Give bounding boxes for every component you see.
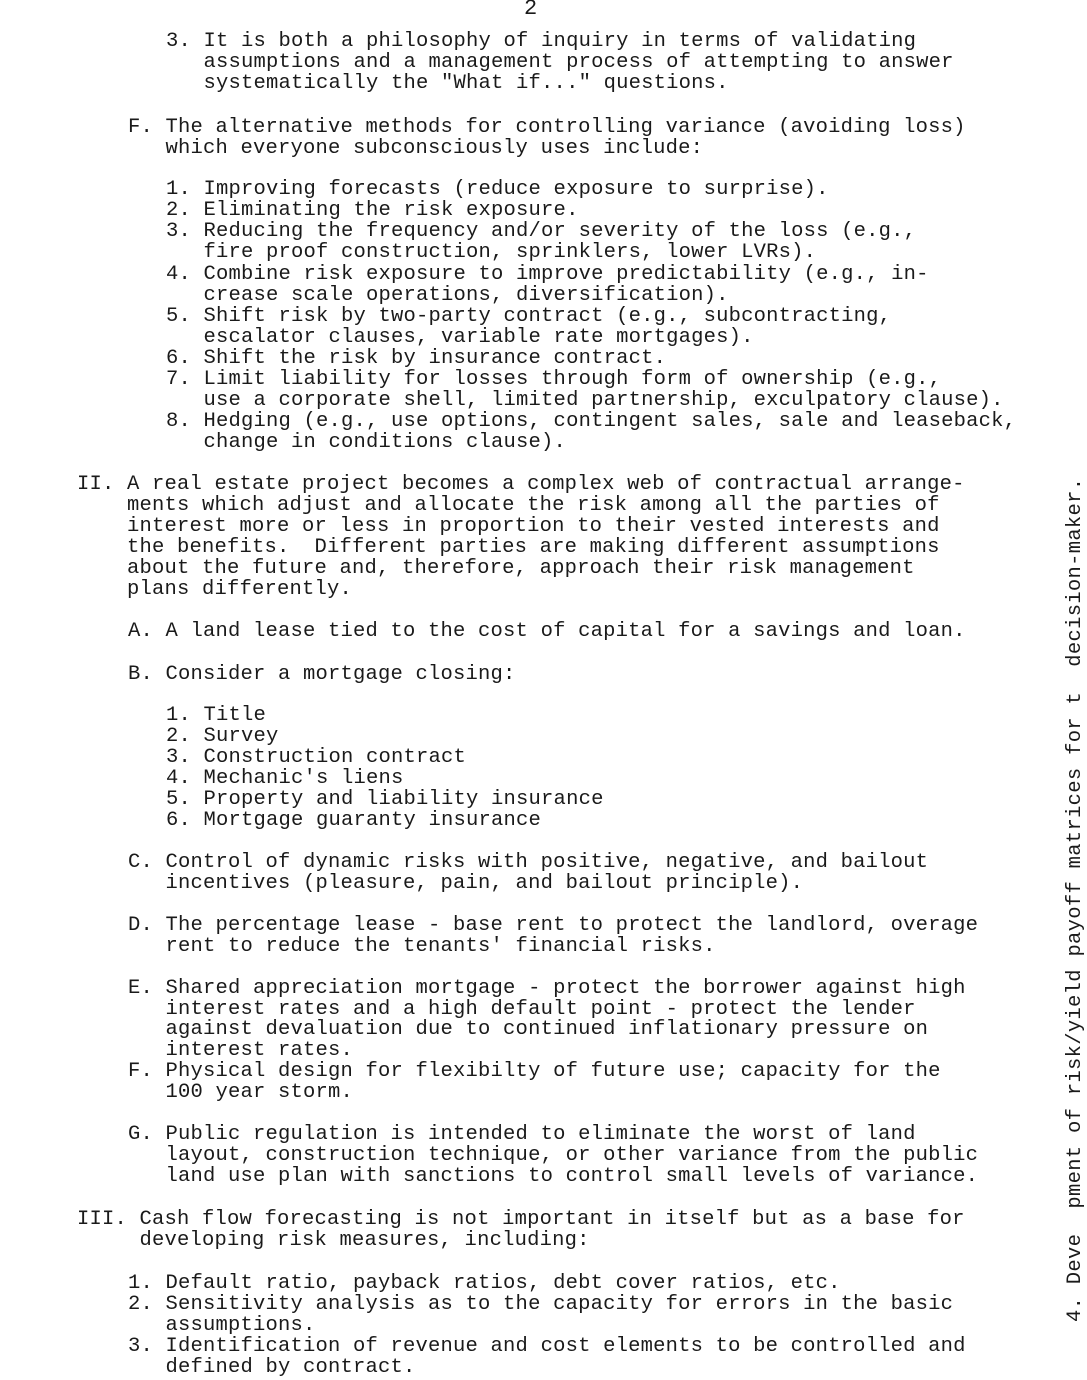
list-item: 8. Hedging (e.g., use options, contingent sales, sale and leaseback, [166, 410, 1017, 433]
item-e3-line: systematically the "What if..." questions. [166, 72, 729, 95]
item-e3-line: 3. It is both a philosophy of inquiry in terms of validating [166, 30, 917, 53]
item-f-line: F. The alternative methods for controlling variance (avoiding loss) [128, 116, 966, 139]
item-ii-f-line: F. Physical design for flexibilty of future use; capacity for the [128, 1060, 941, 1083]
list-item: change in conditions clause). [166, 431, 567, 454]
item-ii-e-line: against devaluation due to continued inflationary pressure on [128, 1018, 929, 1041]
margin-note: 4. Deve pment of risk/yield payoff matrices for t decision-maker. [1064, 477, 1087, 1322]
list-item: 4. Combine risk exposure to improve predictability (e.g., in- [166, 263, 929, 286]
list-item: fire proof construction, sprinklers, lower LVRs). [166, 241, 817, 264]
list-item: crease scale operations, diversification). [166, 284, 729, 307]
list-item: 1. Improving forecasts (reduce exposure to surprise). [166, 178, 829, 201]
list-item: 2. Eliminating the risk exposure. [166, 199, 579, 222]
item-e3-line: assumptions and a management process of attempting to answer [166, 51, 954, 74]
item-ii-e-line: interest rates and a high default point - protect the lender [128, 998, 916, 1021]
list-item: use a corporate shell, limited partnership, exculpatory clause). [166, 389, 1004, 412]
item-ii-e-line: E. Shared appreciation mortgage - protect the borrower against high [128, 977, 966, 1000]
list-item: 7. Limit liability for losses through form of ownership (e.g., [166, 368, 942, 391]
section-iii-line: developing risk measures, including: [77, 1229, 590, 1252]
list-item: 3. Identification of revenue and cost elements to be controlled and [128, 1335, 966, 1358]
item-ii-a: A. A land lease tied to the cost of capital for a savings and loan. [128, 620, 966, 643]
list-item: 2. Sensitivity analysis as to the capacity for errors in the basic [128, 1293, 954, 1316]
item-ii-f-line: 100 year storm. [128, 1081, 354, 1104]
list-item: 2. Survey [166, 725, 279, 748]
section-ii-line: about the future and, therefore, approach their risk management [77, 557, 915, 580]
item-ii-d-line: rent to reduce the tenants' financial risks. [128, 935, 716, 958]
item-ii-e-line: interest rates. [128, 1039, 354, 1062]
section-ii-line: ments which adjust and allocate the risk among all the parties of [77, 494, 940, 517]
list-item: escalator clauses, variable rate mortgages). [166, 326, 754, 349]
list-item: assumptions. [128, 1314, 316, 1337]
list-item: 6. Shift the risk by insurance contract. [166, 347, 667, 370]
item-ii-c-line: incentives (pleasure, pain, and bailout principle). [128, 872, 804, 895]
page-number: 2 [524, 0, 538, 21]
list-item: 4. Mechanic's liens [166, 767, 404, 790]
item-ii-g-line: layout, construction technique, or other variance from the public [128, 1144, 979, 1167]
item-ii-b: B. Consider a mortgage closing: [128, 663, 516, 686]
section-ii-line: plans differently. [77, 578, 353, 601]
item-f-line: which everyone subconsciously uses include: [128, 137, 704, 160]
list-item: 5. Shift risk by two-party contract (e.g., subcontracting, [166, 305, 892, 328]
section-ii-line: II. A real estate project becomes a complex web of contractual arrange- [77, 473, 965, 496]
item-ii-g-line: land use plan with sanctions to control small levels of variance. [128, 1165, 979, 1188]
list-item: 3. Reducing the frequency and/or severity of the loss (e.g., [166, 220, 917, 243]
list-item: 1. Title [166, 704, 267, 727]
section-ii-line: the benefits. Different parties are making different assumptions [77, 536, 940, 559]
list-item: 5. Property and liability insurance [166, 788, 604, 811]
section-ii-line: interest more or less in proportion to their vested interests and [77, 515, 940, 538]
section-iii-line: III. Cash flow forecasting is not important in itself but as a base for [77, 1208, 965, 1231]
item-ii-g-line: G. Public regulation is intended to eliminate the worst of land [128, 1123, 916, 1146]
list-item: 6. Mortgage guaranty insurance [166, 809, 542, 832]
list-item: 3. Construction contract [166, 746, 467, 769]
list-item: 1. Default ratio, payback ratios, debt cover ratios, etc. [128, 1272, 841, 1295]
item-ii-d-line: D. The percentage lease - base rent to protect the landlord, overage [128, 914, 979, 937]
list-item: defined by contract. [128, 1356, 416, 1379]
item-ii-c-line: C. Control of dynamic risks with positive, negative, and bailout [128, 851, 929, 874]
